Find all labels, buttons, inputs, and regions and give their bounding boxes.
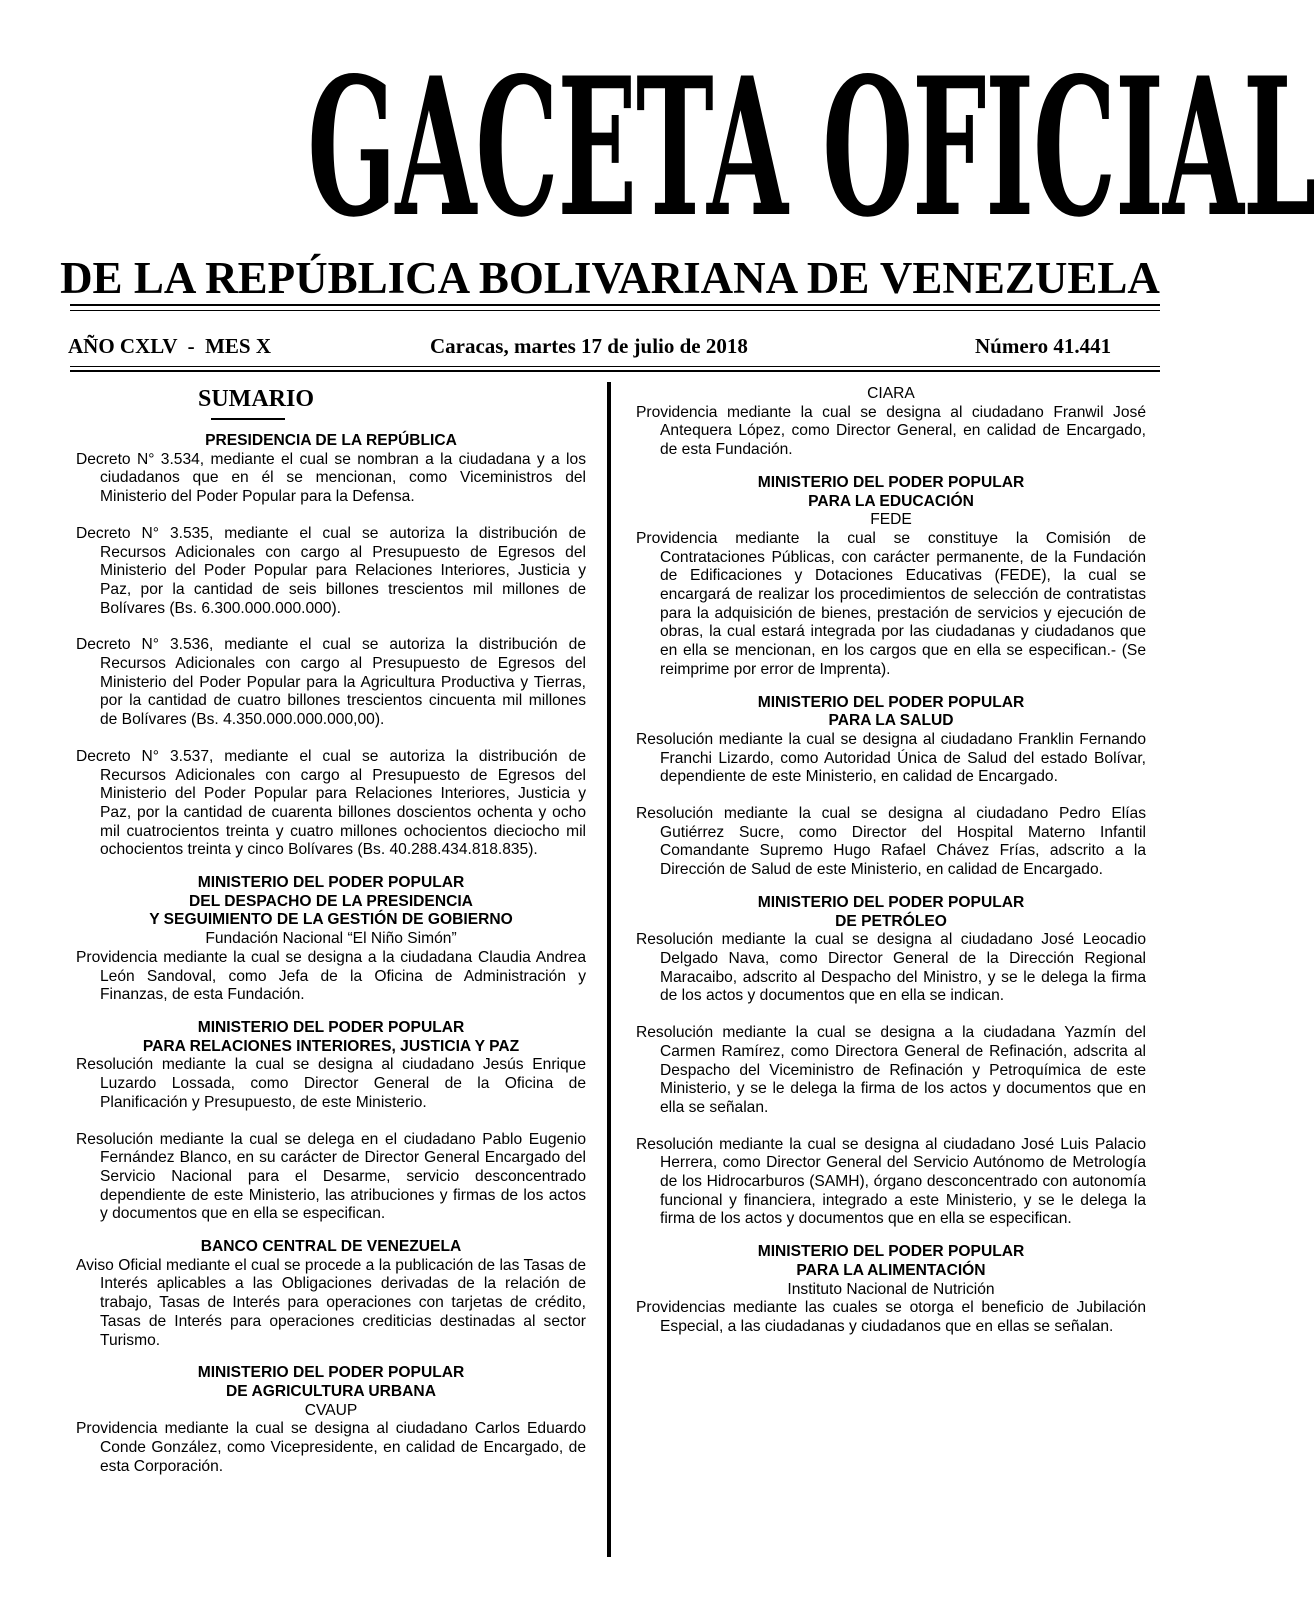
- summary-section: [636, 385, 1146, 460]
- section-subheading: CIARA: [867, 385, 915, 402]
- section-heading: MINISTERIO DEL PODER POPULAR PARA LA EDUCACIÓN: [757, 473, 1025, 510]
- issue-year-month: AÑO CXLV - MES X: [68, 334, 272, 358]
- section-subheading: Fundación Nacional “El Niño Simón”: [205, 930, 457, 948]
- summary-entry: Resolución mediante la cual se designa a la ciudadana Yazmín del Carmen Ramírez, como Directora General de Refinación, adscrita al Despacho del Viceministro de Refinación y Petroquímica de este Ministerio, y se le delega la firma de los actos y documentos que en ella se señalan.: [636, 1024, 1146, 1116]
- section-heading: MINISTERIO DEL PODER POPULAR DE PETRÓLEO: [757, 893, 1025, 930]
- right-sections: [636, 385, 1146, 1337]
- section-heading: PRESIDENCIA DE LA REPÚBLICA: [205, 432, 457, 449]
- summary-section: [636, 894, 1146, 1229]
- section-subheading: FEDE: [870, 511, 912, 529]
- header-rule-top-thick: [70, 304, 1160, 306]
- summary-title: SUMARIO: [197, 386, 314, 412]
- summary-left-column: [76, 384, 586, 1476]
- section-heading: BANCO CENTRAL DE VENEZUELA: [200, 1238, 462, 1256]
- summary-section: [76, 1019, 586, 1224]
- section-subheading: Instituto Nacional de Nutrición: [787, 1280, 995, 1298]
- summary-entry: Resolución mediante la cual se designa al ciudadano José Leocadio Delgado Nava, como Director General de la Dirección Regional Maracaibo, adscrito al Despacho del Ministro, y se le delega la firma de los actos y documentos que en ella se indican.: [636, 931, 1146, 1005]
- section-subheading: CVAUP: [304, 1401, 358, 1419]
- masthead-title: GACETA OFICIAL: [307, 36, 1315, 259]
- summary-title-underline: [211, 418, 285, 420]
- summary-section: [636, 474, 1146, 680]
- summary-entry: Providencia mediante la cual se designa a la ciudadana Claudia Andrea León Sandoval, como Jefa de la Oficina de Administración y Finanzas, de esta Fundación.: [76, 948, 586, 1004]
- section-heading: MINISTERIO DEL PODER POPULAR PARA RELACIONES INTERIORES, JUSTICIA Y PAZ: [142, 1018, 520, 1055]
- section-heading: MINISTERIO DEL PODER POPULAR DE AGRICULTURA URBANA: [197, 1364, 465, 1400]
- summary-section: [636, 1243, 1146, 1337]
- issue-number: Número 41.441: [975, 334, 1112, 358]
- summary-entry: Aviso Oficial mediante el cual se procede a la publicación de las Tasas de Interés aplicables a las Obligaciones derivadas de la relación de trabajo, Tasas de Interés para operaciones con tarjetas de crédito, Tasas de Interés para operaciones crediticias destinadas al sector Turismo.: [76, 1256, 586, 1349]
- summary-entry: Resolución mediante la cual se designa al ciudadano Jesús Enrique Luzardo Lossada, como Director General de la Oficina de Planificación y Presupuesto, de este Ministerio.: [76, 1056, 586, 1111]
- summary-entry: Providencia mediante la cual se designa al ciudadano Carlos Eduardo Conde González, como Vicepresidente, en calidad de Encargado, de esta Corporación.: [76, 1420, 586, 1475]
- summary-section: [76, 874, 586, 1005]
- summary-entry: Providencias mediante las cuales se otorga el beneficio de Jubilación Especial, a las ciudadanas y ciudadanos que en ellas se señalan.: [636, 1299, 1146, 1335]
- summary-section: [636, 694, 1146, 880]
- summary-entry: Resolución mediante la cual se designa al ciudadano Franklin Fernando Franchi Lizardo, como Autoridad Única de Salud del estado Bolívar, dependiente de este Ministerio, en calidad de Encargado.: [636, 730, 1146, 786]
- masthead-subtitle: DE LA REPÚBLICA BOLIVARIANA DE VENEZUELA: [60, 253, 1160, 303]
- header-rule-top-thin: [70, 310, 1160, 311]
- section-heading: MINISTERIO DEL PODER POPULAR DEL DESPACHO DE LA PRESIDENCIA Y SEGUIMIENTO DE LA GESTIÓN DE GOBIERNO: [149, 874, 513, 929]
- summary-entry: Resolución mediante la cual se delega en el ciudadano Pablo Eugenio Fernández Blanco, en su carácter de Director General Encargado del Servicio Nacional para el Desarme, servicio desconcentrado dependiente de este Ministerio, las atribuciones y firmas de los actos y documentos que en ella se especifican.: [76, 1130, 586, 1223]
- header-rule-bottom-thick: [70, 370, 1160, 372]
- summary-entry: Resolución mediante la cual se designa al ciudadano José Luis Palacio Herrera, como Director General del Servicio Autónomo de Metrología de los Hidrocarburos (SAMH), órgano desconcentrado con autonomía funcional y financiera, integrado a este Ministerio, y se le delega la firma de los actos y documentos que en ella se especifican.: [636, 1135, 1146, 1228]
- summary-entry: Decreto N° 3.536, mediante el cual se autoriza la distribución de Recursos Adicionales con cargo al Presupuesto de Egresos del Ministerio del Poder Popular para la Agricultura Productiva y Tierras, por la cantidad de cuatro billones trescientos cincuenta mil millones de Bolívares (Bs. 4.350.000.000.000,00).: [76, 636, 586, 729]
- section-heading: MINISTERIO DEL PODER POPULAR PARA LA SALUD: [757, 693, 1025, 730]
- section-heading: MINISTERIO DEL PODER POPULAR PARA LA ALIMENTACIÓN: [757, 1243, 1025, 1279]
- summary-entry: Providencia mediante la cual se constituye la Comisión de Contrataciones Públicas, con carácter permanente, de la Fundación de Edificaciones y Dotaciones Educativas (FEDE), la cual se encargará de realizar los procedimientos de selección de contratistas para la adquisición de bienes, prestación de servicios y ejecución de obras, la cual estará integrada por las ciudadanas y ciudadanos que en ella se mencionan, en los cargos que en ella se especifican.- (Se reimprime por error de Imprenta).: [636, 529, 1146, 678]
- left-sections: [76, 432, 586, 1476]
- summary-entry: Decreto N° 3.535, mediante el cual se autoriza la distribución de Recursos Adicionales con cargo al Presupuesto de Egresos del Ministerio del Poder Popular para Relaciones Interiores, Justicia y Paz, por la cantidad de seis billones trescientos mil millones de Bolívares (Bs. 6.300.000.000.000).: [76, 524, 586, 617]
- issue-date: Caracas, martes 17 de julio de 2018: [430, 334, 748, 358]
- summary-section: [76, 1238, 586, 1350]
- summary-entry: Decreto N° 3.534, mediante el cual se nombran a la ciudadana y a los ciudadanos que en él se mencionan, como Viceministros del Ministerio del Poder Popular para la Defensa.: [76, 450, 586, 506]
- summary-section: [76, 432, 586, 860]
- summary-entry: Decreto N° 3.537, mediante el cual se autoriza la distribución de Recursos Adicionales con cargo al Presupuesto de Egresos del Ministerio del Poder Popular para Relaciones Interiores, Justicia y Paz, por la cantidad de cuarenta billones doscientos ochenta y ocho mil cuatrocientos treinta y cuatro millones ochocientos dieciocho mil ochocientos treinta y cinco Bolívares (Bs. 40.288.434.818.835).: [76, 747, 586, 859]
- summary-entry: Providencia mediante la cual se designa al ciudadano Franwil José Antequera López, como Director General, en calidad de Encargado, de esta Fundación.: [636, 403, 1146, 459]
- header-rule-bottom-thin: [70, 366, 1160, 367]
- column-divider: [607, 382, 611, 1557]
- summary-right-column: [636, 385, 1146, 1337]
- summary-section: [76, 1364, 586, 1476]
- summary-entry: Resolución mediante la cual se designa al ciudadano Pedro Elías Gutiérrez Sucre, como Director del Hospital Materno Infantil Comandante Supremo Hugo Rafael Chávez Frías, adscrito a la Dirección de Salud de este Ministerio, en calidad de Encargado.: [636, 805, 1146, 879]
